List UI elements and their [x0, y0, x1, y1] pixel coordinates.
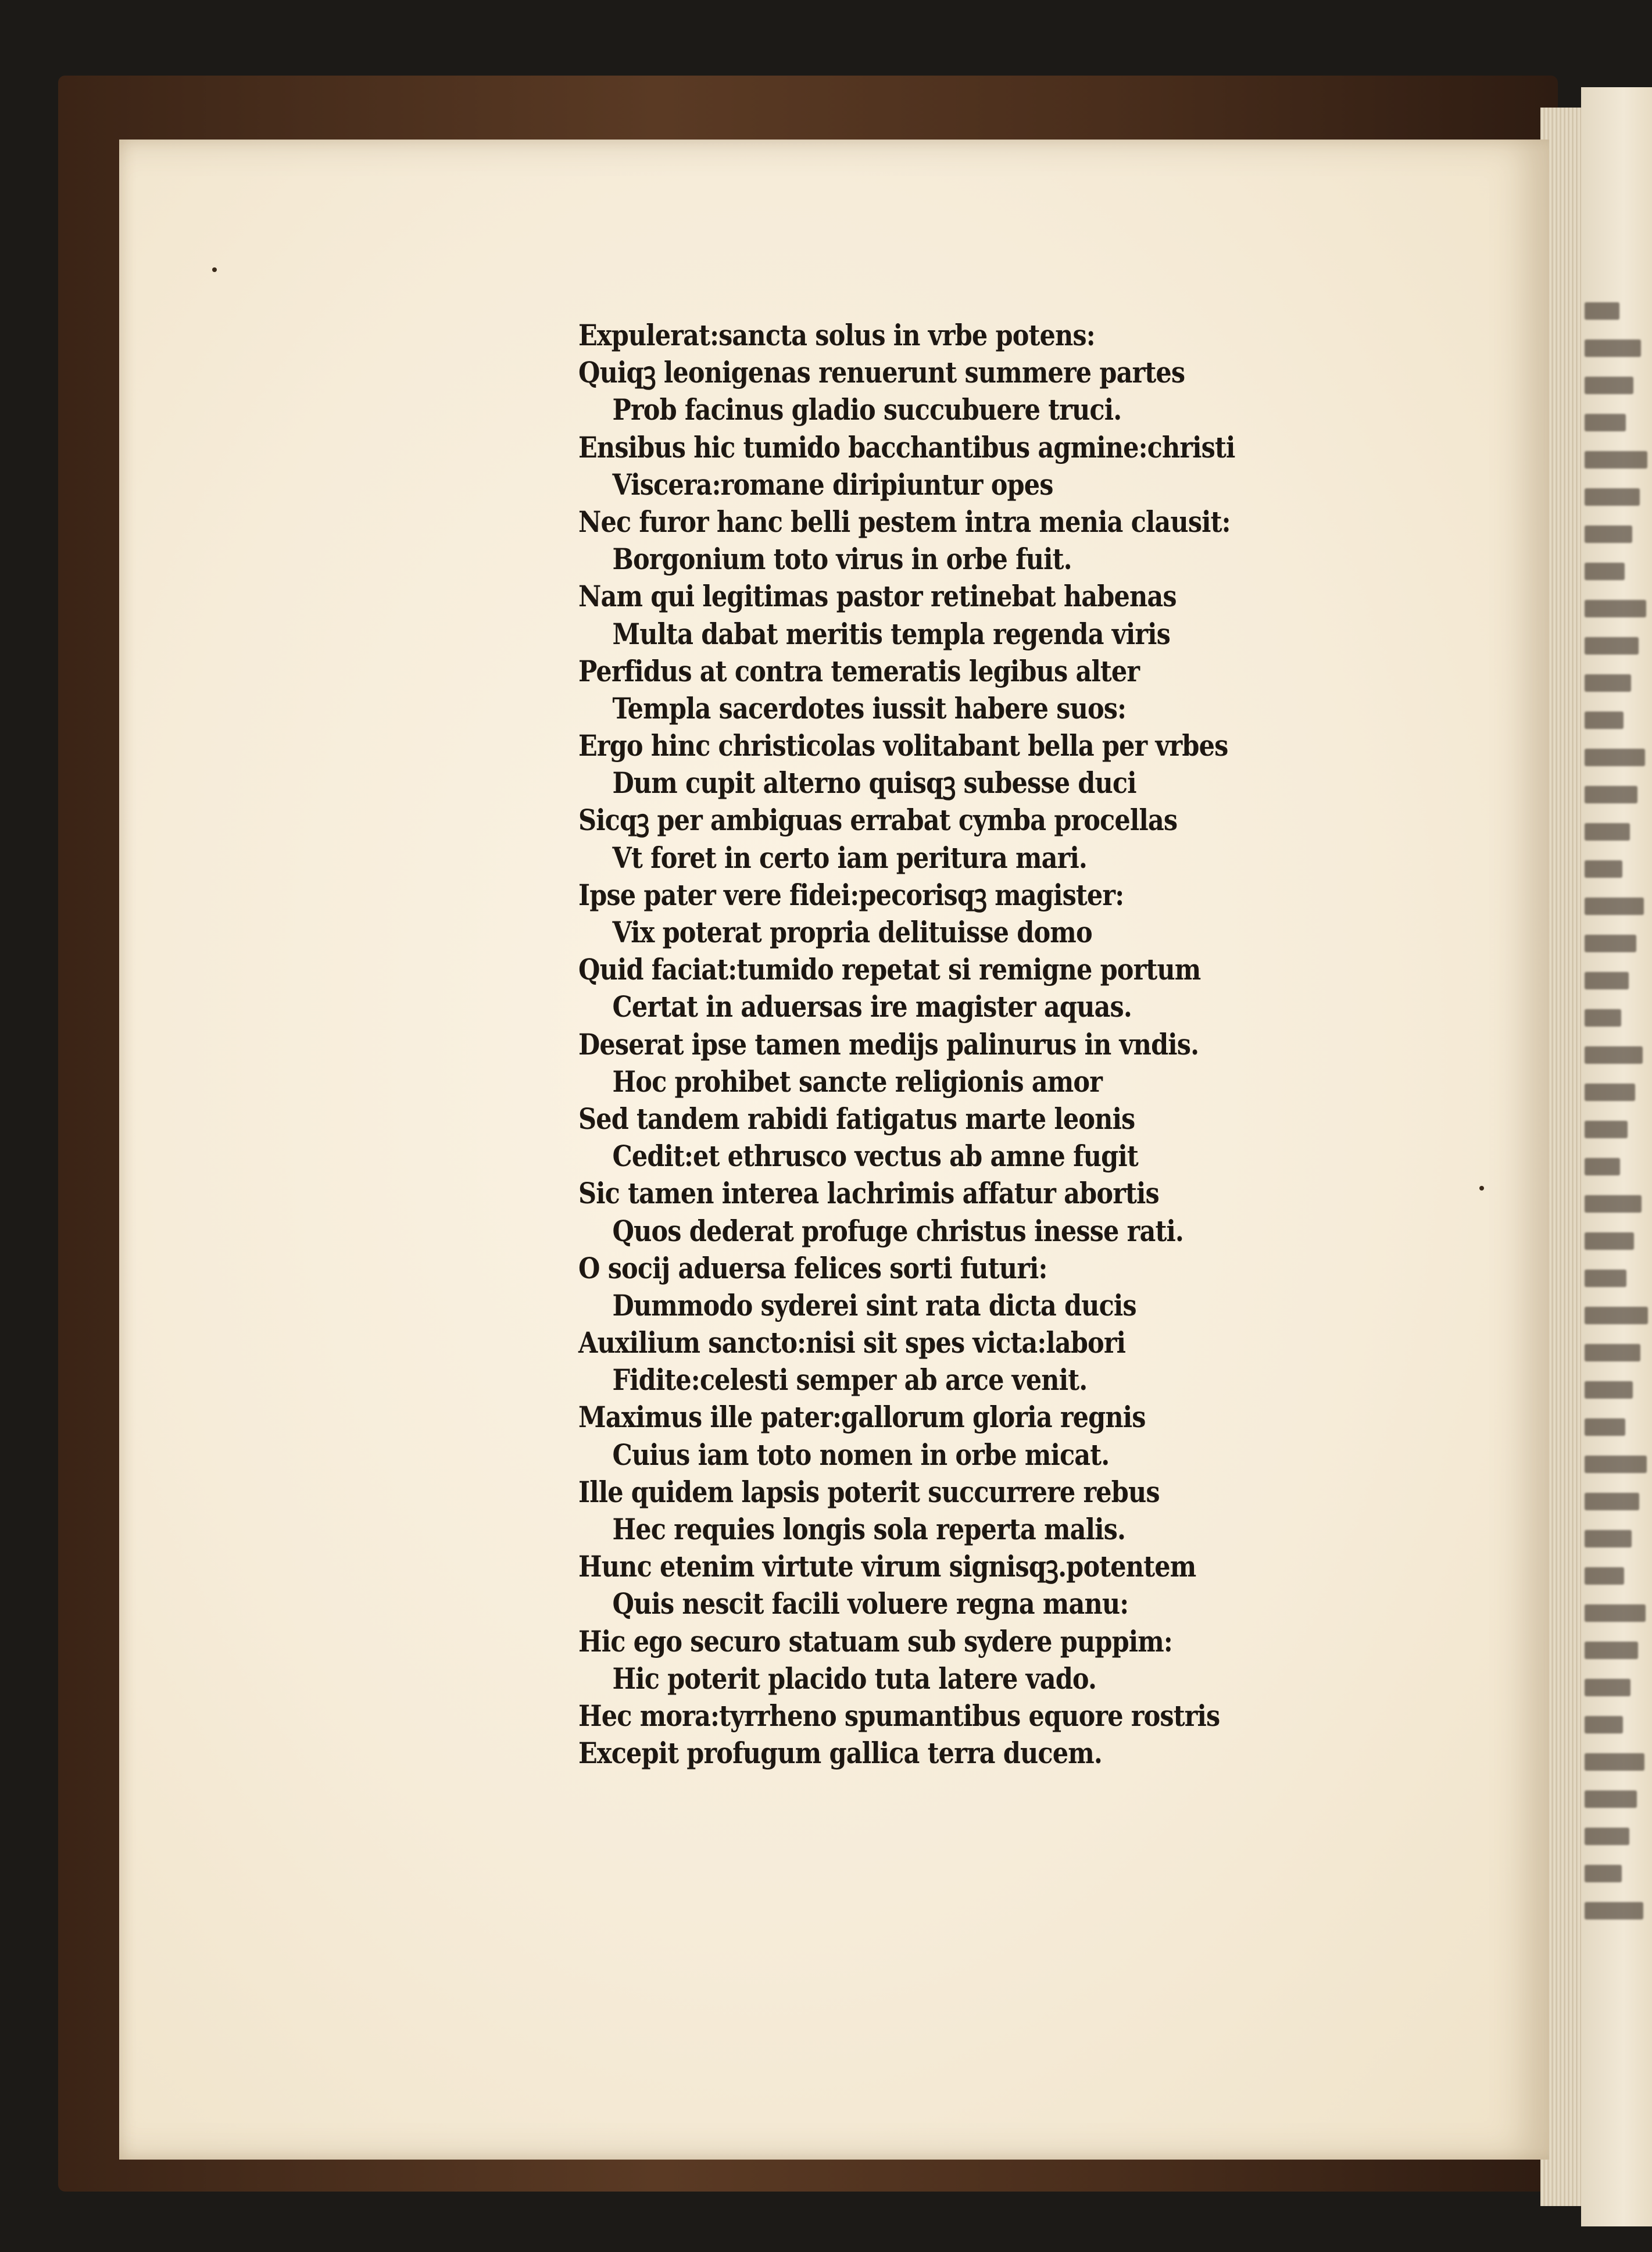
ink-speck: [1479, 1186, 1484, 1191]
facing-page-text-fragment: [1585, 563, 1625, 580]
poem-line: Certat in aduersas ire magister aquas.: [612, 989, 1132, 1024]
poem-line: Quid faciat:tumido repetat si remigne portum: [578, 952, 1201, 987]
poem-line: Ille quidem lapsis poterit succurrere rebus: [578, 1474, 1160, 1509]
poem-line: Sic tamen interea lachrimis affatur abortis: [578, 1176, 1159, 1211]
facing-page-text-fragment: [1585, 712, 1624, 729]
facing-page-text-fragment: [1585, 935, 1636, 952]
facing-page-text-fragment: [1585, 1530, 1632, 1547]
poem-line: Quiqꝫ leonigenas renuerunt summere partes: [578, 355, 1185, 390]
poem-line: Hic ego securo statuam sub sydere puppim:: [578, 1624, 1172, 1658]
poem-line: Hec mora:tyrrheno spumantibus equore rostris: [578, 1698, 1220, 1733]
poem-line: Fidite:celesti semper ab arce venit.: [612, 1363, 1088, 1397]
facing-page-text-fragment: [1585, 414, 1626, 431]
poem-line: Auxilium sancto:nisi sit spes victa:labori: [578, 1325, 1126, 1360]
poem-line: Vt foret in certo iam peritura mari.: [612, 840, 1088, 875]
facing-page-text-fragment: [1585, 1232, 1634, 1250]
facing-page-text-fragment: [1585, 1679, 1630, 1696]
poem-line: Hic poterit placido tuta latere vado.: [612, 1661, 1097, 1696]
facing-page-text-fragment: [1585, 1158, 1620, 1175]
poem-line: Cuius iam toto nomen in orbe micat.: [612, 1437, 1110, 1472]
facing-page-text-fragment: [1585, 1753, 1644, 1771]
poem-line: Hoc prohibet sancte religionis amor: [612, 1064, 1103, 1099]
facing-page-text-fragment: [1585, 488, 1640, 506]
facing-page-text-fragment: [1585, 823, 1630, 841]
poem-line: Nec furor hanc belli pestem intra menia clausit:: [578, 504, 1231, 539]
facing-page-text-fragment: [1585, 1009, 1621, 1027]
facing-page-text-fragment: [1585, 1642, 1638, 1659]
facing-page-text-fragment: [1585, 1828, 1629, 1845]
facing-page-text-fragment: [1585, 1195, 1642, 1213]
facing-page-text-fragment: [1585, 1716, 1623, 1733]
facing-page-text-fragment: [1585, 526, 1632, 543]
poem-line: Borgonium toto virus in orbe fuit.: [612, 542, 1072, 577]
facing-page-text-fragment: [1585, 860, 1622, 878]
facing-page-text-fragment: [1585, 898, 1644, 915]
poem-line: Cedit:et ethrusco vectus ab amne fugit: [612, 1139, 1138, 1174]
poem-line: Dummodo syderei sint rata dicta ducis: [612, 1288, 1136, 1322]
ink-speck: [212, 267, 217, 272]
facing-page-text-fragment: [1585, 302, 1619, 320]
poem-line: Viscera:romane diripiuntur opes: [612, 467, 1053, 502]
poem-line: Perfidus at contra temeratis legibus alter: [578, 653, 1140, 688]
poem-line: Hec requies longis sola reperta malis.: [612, 1512, 1126, 1546]
poem-line: Deserat ipse tamen medijs palinurus in vndis.: [578, 1027, 1199, 1061]
facing-page-text-fragment: [1585, 1270, 1626, 1287]
facing-page-text-fragment: [1585, 637, 1639, 655]
poem-line: Quis nescit facili voluere regna manu:: [612, 1586, 1129, 1621]
poem-line: Quos dederat profuge christus inesse rati.: [612, 1213, 1184, 1248]
facing-page-text-fragment: [1585, 1493, 1639, 1510]
poem-line: Dum cupit alterno quisqꝫ subesse duci: [612, 766, 1136, 800]
facing-page-text-fragment: [1585, 1604, 1646, 1622]
facing-page-text-fragment: [1585, 451, 1647, 469]
facing-page-text-fragment: [1585, 339, 1641, 357]
poem-line: Expulerat:sancta solus in vrbe potens:: [578, 318, 1095, 352]
poem-line: O socij aduersa felices sorti futuri:: [578, 1250, 1047, 1285]
poem-line: Ergo hinc christicolas volitabant bella per vrbes: [578, 728, 1228, 763]
poem-line: Sicqꝫ per ambiguas errabat cymba procellas: [578, 803, 1178, 838]
facing-page-text-fragment: [1585, 377, 1633, 394]
facing-page-text-fragment: [1585, 972, 1629, 989]
poem-line: Ipse pater vere fidei:pecorisqꝫ magister:: [578, 877, 1124, 912]
facing-page-text-fragment: [1585, 1344, 1640, 1361]
poem-line: Ensibus hic tumido bacchantibus agmine:christi: [578, 430, 1235, 464]
facing-page-text-fragment: [1585, 749, 1645, 766]
poem-line: Vix poterat propria delituisse domo: [612, 915, 1092, 949]
poem-line: Sed tandem rabidi fatigatus marte leonis: [578, 1101, 1135, 1136]
facing-page-text-fragment: [1585, 674, 1631, 692]
facing-page-text-fragment: [1585, 1046, 1643, 1064]
facing-page-text-fragment: [1585, 1418, 1625, 1436]
poem-line: Hunc etenim virtute virum signisqꝫ.potentem: [578, 1549, 1196, 1584]
facing-page-text-fragment: [1585, 1381, 1633, 1399]
facing-page-text-fragment: [1585, 1121, 1628, 1138]
poem-line: Templa sacerdotes iussit habere suos:: [612, 691, 1127, 725]
facing-page-text-fragment: [1585, 1902, 1643, 1919]
facing-page-text-fragment: [1585, 786, 1637, 803]
facing-page-sliver: [1581, 87, 1652, 2226]
poem-line: Multa dabat meritis templa regenda viris: [612, 616, 1170, 651]
facing-page-text-fragment: [1585, 1084, 1635, 1101]
poem-line: Maximus ille pater:gallorum gloria regnis: [578, 1400, 1146, 1435]
poem-line: Prob facinus gladio succubuere truci.: [612, 392, 1122, 427]
facing-page-text-fragment: [1585, 1865, 1622, 1882]
poem-line: Nam qui legitimas pastor retinebat habenas: [578, 579, 1177, 614]
facing-page-text-fragment: [1585, 1567, 1624, 1585]
facing-page-text-fragment: [1585, 1790, 1637, 1808]
poem-text-block: [578, 317, 1462, 1772]
facing-page-text-fragment: [1585, 600, 1646, 617]
facing-page-text-fragment: [1585, 1456, 1647, 1473]
poem-line: Excepit profugum gallica terra ducem.: [578, 1736, 1102, 1771]
facing-page-text-fragment: [1585, 1307, 1648, 1324]
